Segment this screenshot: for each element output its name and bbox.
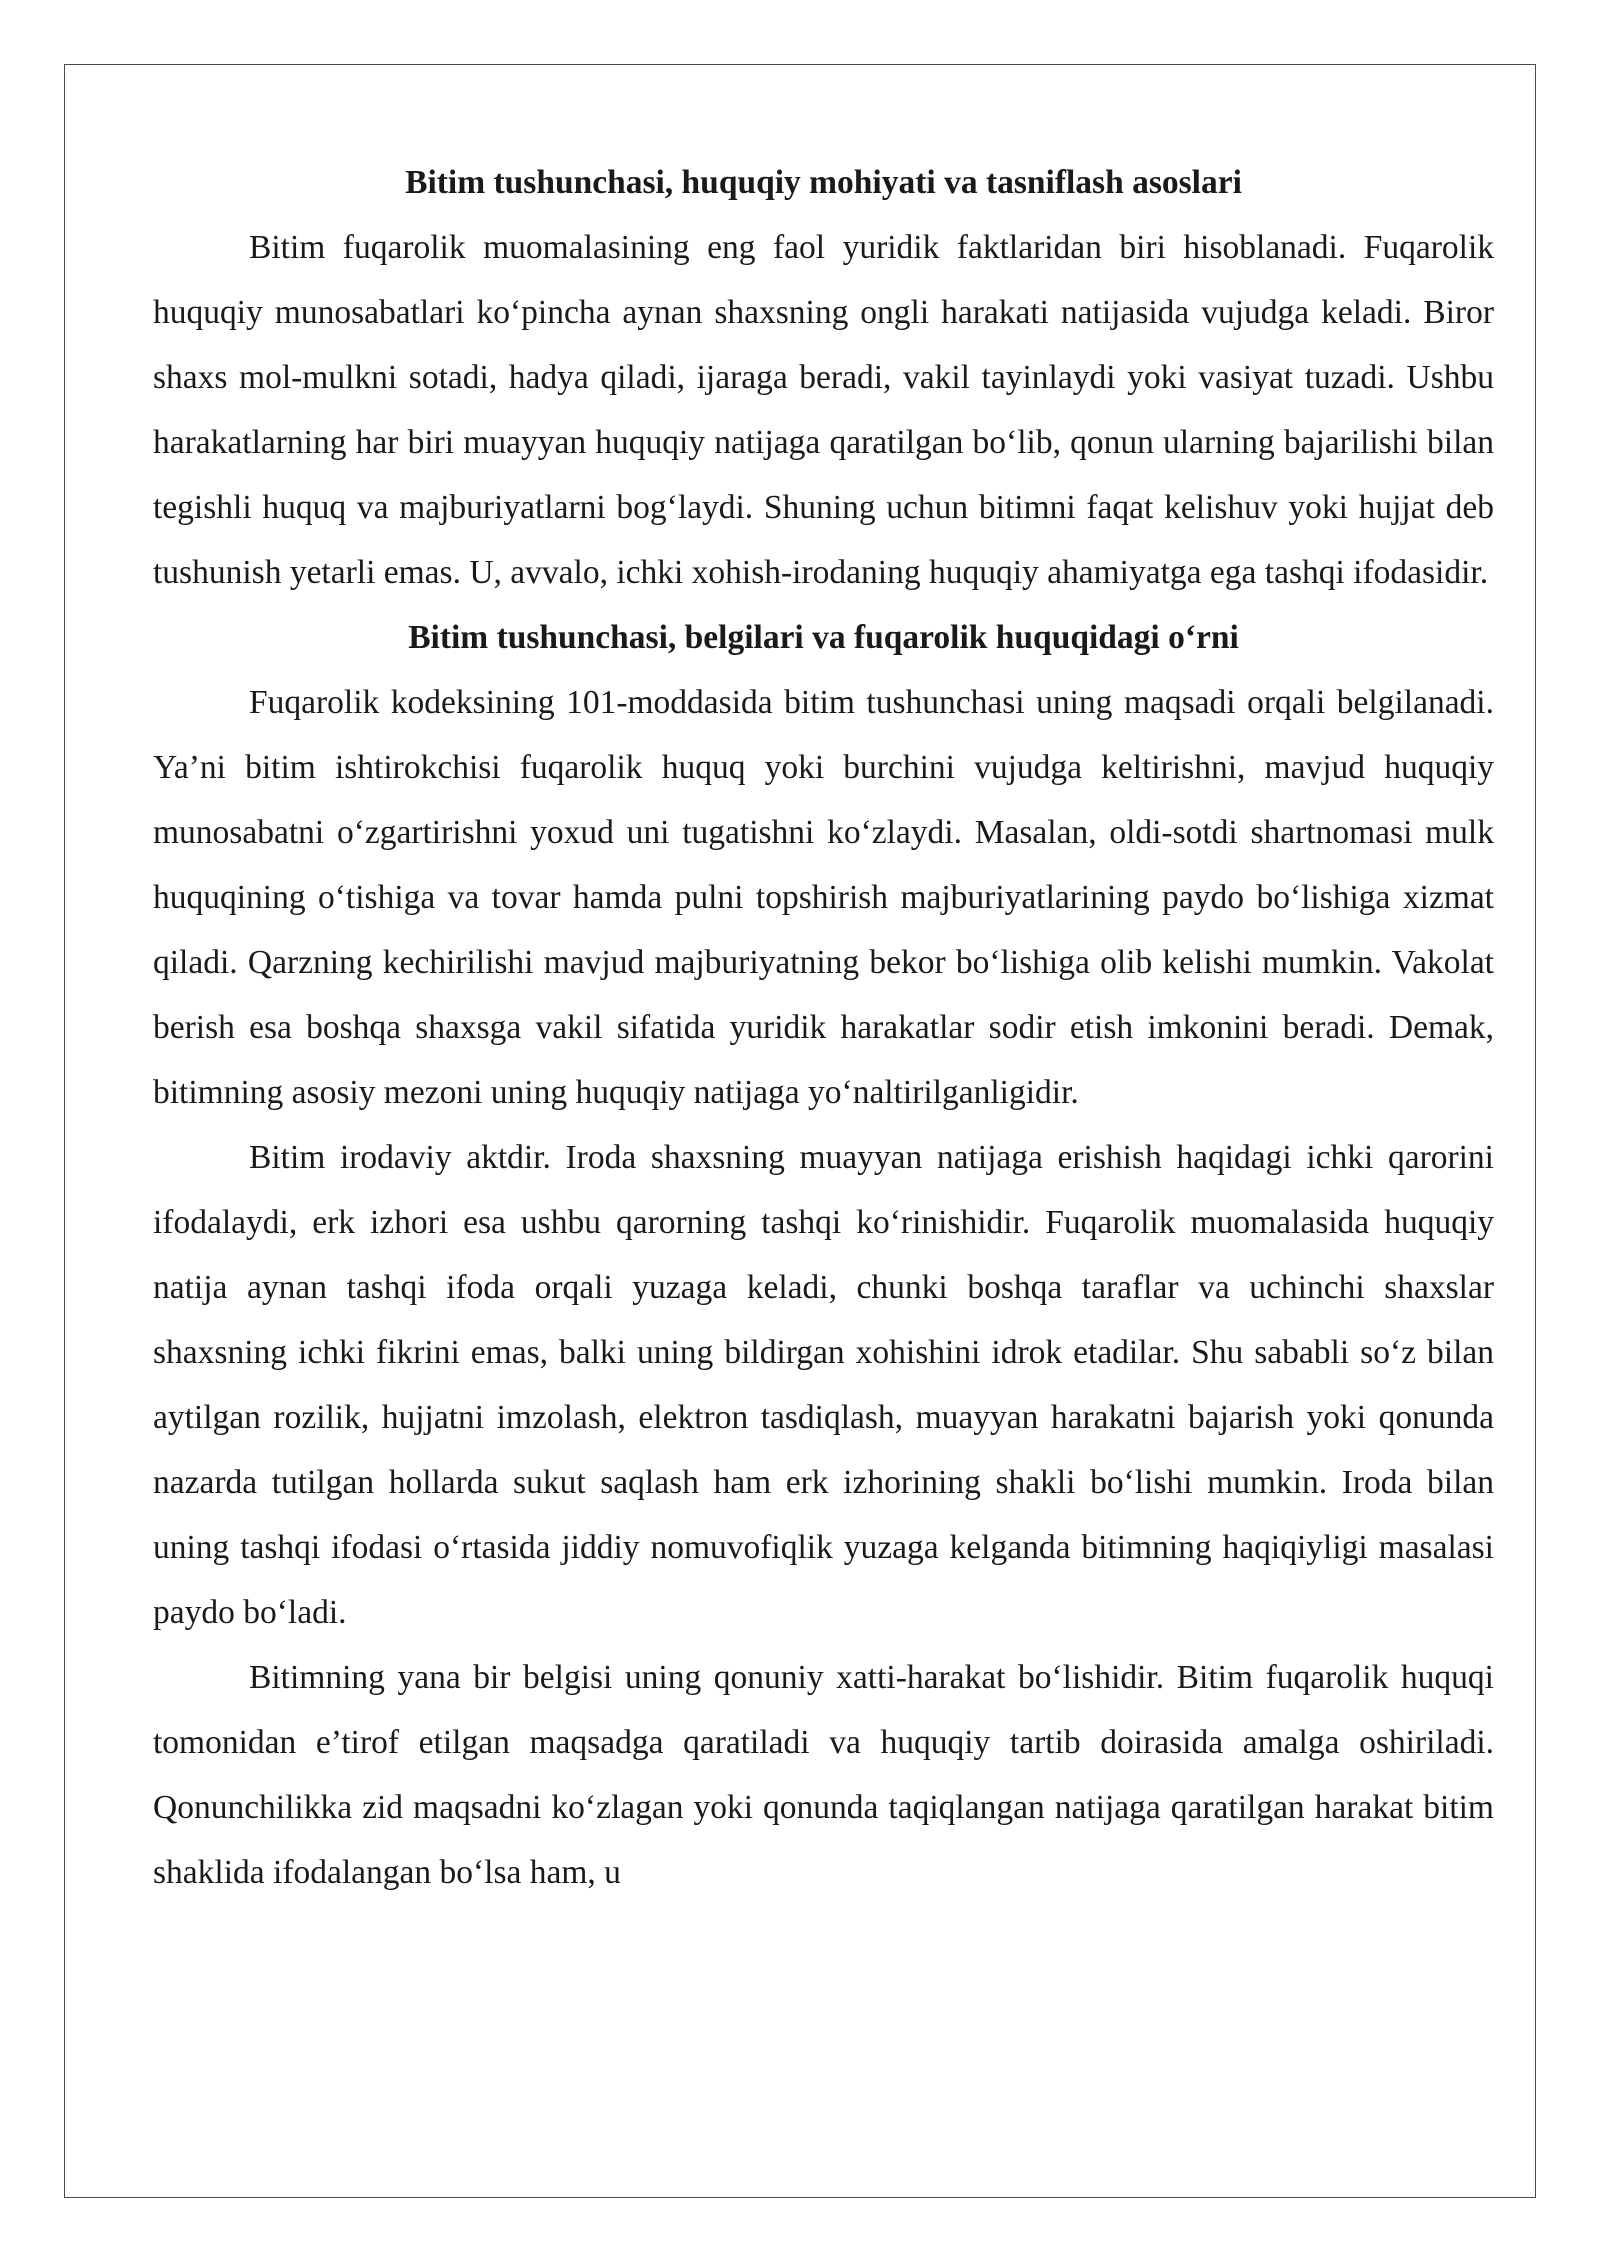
paragraph-1: Bitim fuqarolik muomalasining eng faol yuridik faktlaridan biri hisoblanadi. Fuqarolik huquqiy munosabatlari ko‘pincha aynan shaxsning ongli harakati natijasida vujudga keladi. Biror shaxs mol-mulkni sotadi, hadya qiladi, ijaraga beradi, vakil tayinlaydi yoki vasiyat tuzadi. Ushbu harakatlarning har biri muayyan huquqiy natijaga qaratilgan bo‘lib, qonun ularning bajarilishi bilan tegishli huquq va majburiyatlarni bog‘laydi. Shuning uchun bitimni faqat kelishuv yoki hujjat deb tushunish yetarli emas. U, avvalo, ichki xohish-irodaning huquqiy ahamiyatga ega tashqi ifodasidir.	[153, 229, 1494, 591]
section-heading-1: Bitim tushunchasi, huquqiy mohiyati va tasniflash asoslari	[405, 164, 1242, 201]
paragraph-3: Bitim irodaviy aktdir. Iroda shaxsning muayyan natijaga erishish haqidagi ichki qarorini ifodalaydi, erk izhori esa ushbu qarorning tashqi ko‘rinishidir. Fuqarolik muomalasida huquqiy natija aynan tashqi ifoda orqali yuzaga keladi, chunki boshqa taraflar va uchinchi shaxslar shaxsning ichki fikrini emas, balki uning bildirgan xohishini idrok etadilar. Shu sababli so‘z bilan aytilgan rozilik, hujjatni imzolash, elektron tasdiqlash, muayyan harakatni bajarish yoki qonunda nazarda tutilgan hollarda sukut saqlash ham erk izhorining shakli bo‘lishi mumkin. Iroda bilan uning tashqi ifodasi o‘rtasida jiddiy nomuvofiqlik yuzaga kelganda bitimning haqiqiyligi masalasi paydo bo‘ladi.	[153, 1139, 1494, 1631]
paragraph-2: Fuqarolik kodeksining 101-moddasida bitim tushunchasi uning maqsadi orqali belgilanadi. Ya’ni bitim ishtirokchisi fuqarolik huquq yoki burchini vujudga keltirishni, mavjud huquqiy munosabatni o‘zgartirishni yoxud uni tugatishni ko‘zlaydi. Masalan, oldi-sotdi shartnomasi mulk huquqining o‘tishiga va tovar hamda pulni topshirish majburiyatlarining paydo bo‘lishiga xizmat qiladi. Qarzning kechirilishi mavjud majburiyatning bekor bo‘lishiga olib kelishi mumkin. Vakolat berish esa boshqa shaxsga vakil sifatida yuridik harakatlar sodir etish imkonini beradi. Demak, bitimning asosiy mezoni uning huquqiy natijaga yo‘naltirilganligidir.	[153, 684, 1494, 1111]
document-body	[153, 150, 1494, 1905]
section-heading-2: Bitim tushunchasi, belgilari va fuqarolik huquqidagi o‘rni	[408, 619, 1239, 656]
paragraph-4: Bitimning yana bir belgisi uning qonuniy xatti-harakat bo‘lishidir. Bitim fuqarolik huquqi tomonidan e’tirof etilgan maqsadga qaratiladi va huquqiy tartib doirasida amalga oshiriladi. Qonunchilikka zid maqsadni ko‘zlagan yoki qonunda taqiqlangan natijaga qaratilgan harakat bitim shaklida ifodalangan bo‘lsa ham, u	[153, 1659, 1494, 1891]
